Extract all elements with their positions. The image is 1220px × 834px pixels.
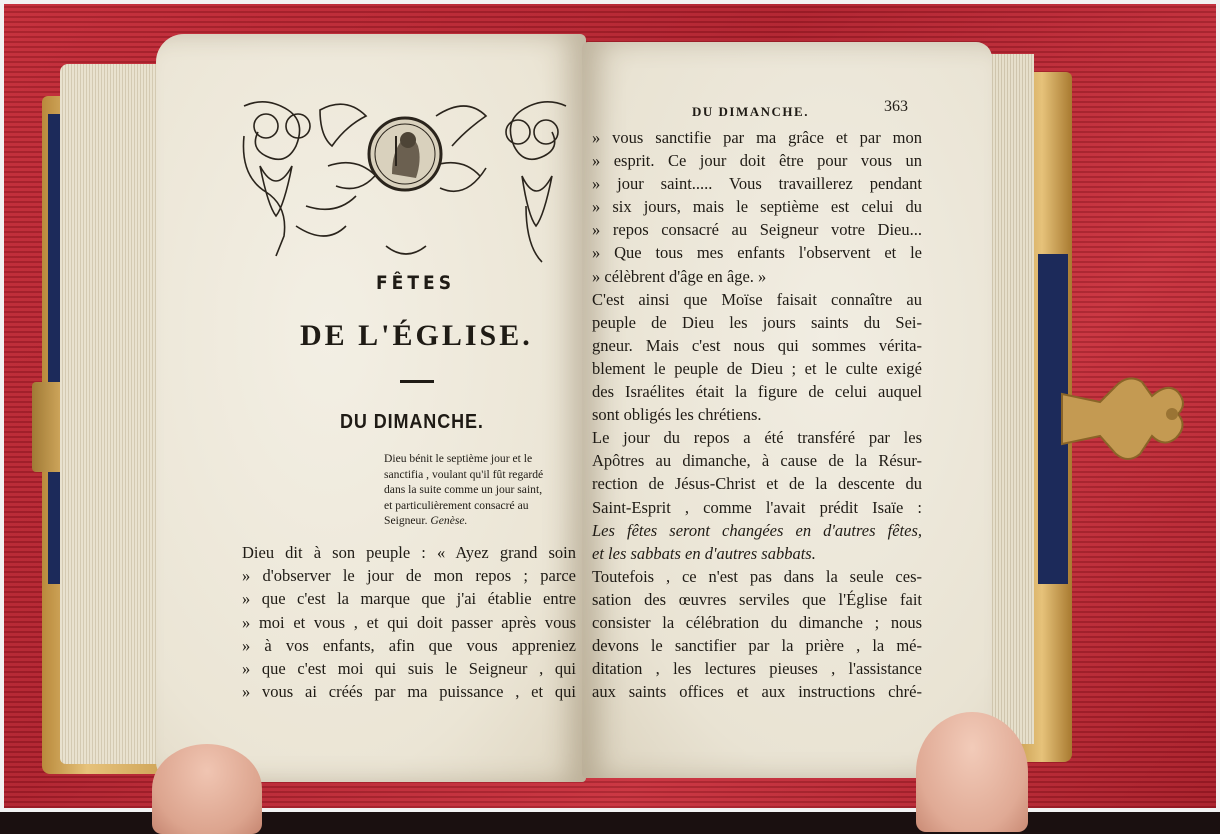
text-line: » moi et vous , et qui doit passer après vous: [242, 612, 576, 632]
epigraph-source: Genèse.: [430, 514, 468, 527]
right-thumb: [916, 712, 1028, 832]
text-line: Saint-Esprit , comme l'avait prédit Isaïe :: [592, 497, 922, 517]
left-thumb: [152, 744, 262, 834]
text-line: blement le peuple de Dieu ; et le culte exigé: [592, 358, 922, 378]
page-edges-left: [60, 64, 168, 764]
epigraph-line: Dieu bénit le septième jour et le: [384, 452, 533, 465]
text-line: Dieu dit à son peuple : « Ayez grand soin: [242, 543, 576, 562]
text-line: » que c'est moi qui suis le Seigneur , qui: [242, 659, 576, 679]
text-line: » vous sanctifie par ma grâce et par mon: [592, 128, 922, 147]
text-line: » six jours, mais le septième est celui du: [592, 197, 922, 217]
text-line: et les sabbats en d'autres sabbats.: [592, 543, 816, 563]
text-line: consister la célébration du dimanche ; nous: [592, 612, 922, 632]
epigraph-line: [384, 513, 572, 529]
text-line: rection de Jésus-Christ et de la descente du: [592, 474, 922, 494]
right-body-text: [592, 126, 922, 703]
title-divider: [400, 380, 434, 383]
text-line: C'est ainsi que Moïse faisait connaître au: [592, 289, 922, 309]
text-line: gneur. Mais c'est nous qui sommes vérita-: [592, 335, 922, 355]
text-line: » célèbrent d'âge en âge. »: [592, 266, 767, 286]
text-line: Toutefois , ce n'est pas dans la seule ces-: [592, 566, 922, 586]
section-title: DU DIMANCHE.: [340, 411, 484, 433]
text-line: aux saints offices et aux instructions chré-: [592, 682, 922, 702]
text-line: peuple de Dieu les jours saints du Sei-: [592, 312, 922, 332]
text-line: » que c'est la marque que j'ai établie entre: [242, 589, 576, 609]
running-head: DU DIMANCHE.: [692, 104, 809, 119]
left-body-text: [242, 541, 576, 703]
text-line: » repos consacré au Seigneur votre Dieu...: [592, 220, 922, 240]
epigraph-line: et particulièrement consacré au: [384, 498, 529, 512]
text-line: sation des œuvres serviles que l'Église fait: [592, 589, 922, 609]
text-line: des Israélites était la figure de celui auquel: [592, 382, 922, 402]
text-line: Les fêtes seront changées en d'autres fêtes,: [592, 520, 922, 540]
epigraph: [384, 451, 572, 529]
epigraph-last-text: Seigneur.: [384, 514, 428, 527]
epigraph-line: sanctifia , voulant qu'il fût regardé: [384, 467, 544, 481]
text-line: » esprit. Ce jour doit être pour vous un: [592, 151, 922, 171]
epigraph-line: dans la suite comme un jour saint,: [384, 483, 543, 496]
text-line: sont obligés les chrétiens.: [592, 405, 762, 425]
chapter-subtitle: DE L'ÉGLISE.: [300, 319, 533, 352]
ornamental-vignette-icon: [236, 96, 574, 266]
book-clasp-icon: [1060, 374, 1190, 464]
text-line: Le jour du repos a été transféré par les: [592, 428, 922, 448]
text-line: ditation , les lectures pieuses , l'assistance: [592, 659, 922, 679]
chapter-title: FÊTES: [376, 272, 456, 294]
text-line: » d'observer le jour de mon repos ; parce: [242, 566, 576, 586]
text-line: » Que tous mes enfants l'observent et le: [592, 243, 922, 263]
text-line: » à vos enfants, afin que vous appreniez: [242, 635, 576, 655]
text-line: Apôtres au dimanche, à cause de la Résur-: [592, 451, 922, 471]
text-line: » vous ai créés par ma puissance , et qui: [242, 682, 576, 702]
text-line: devons le sanctifier par la prière , la mé-: [592, 636, 922, 656]
page-number: 363: [884, 98, 908, 115]
text-line: » jour saint..... Vous travaillerez pendant: [592, 174, 922, 194]
